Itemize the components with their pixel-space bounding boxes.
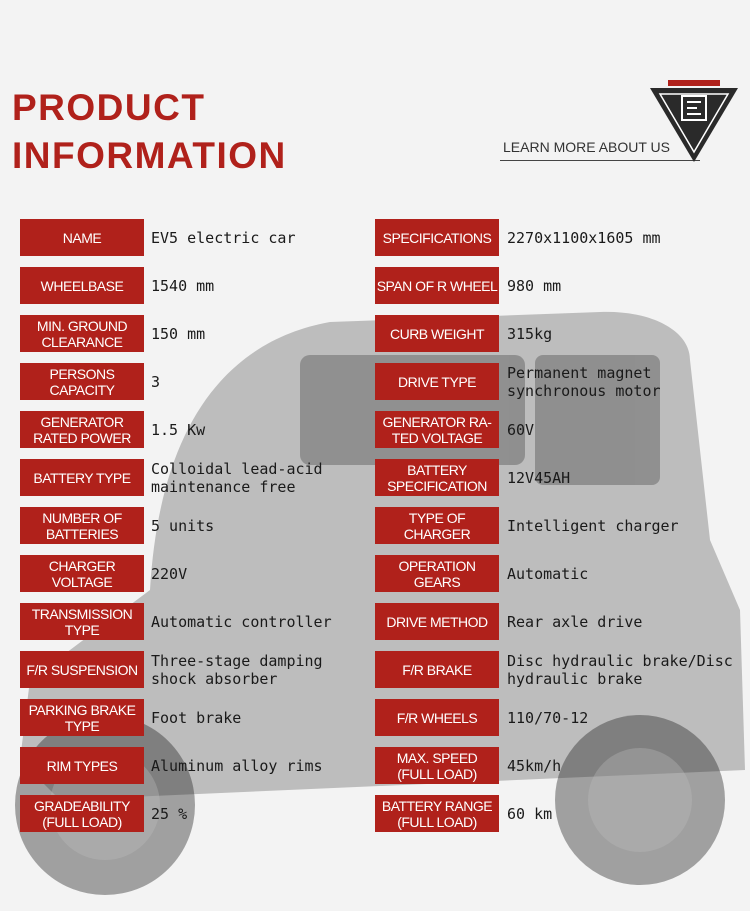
spec-label: BATTERY RANGE (FULL LOAD) [375,795,499,832]
title-line-2: INFORMATION [12,135,287,176]
spec-label: BATTERY SPECIFICATION [375,459,499,496]
spec-label: TRANSMISSION TYPE [20,603,144,640]
spec-value: 315kg [507,324,553,343]
spec-label: MIN. GROUND CLEARANCE [20,315,144,352]
menu-document-icon[interactable] [648,86,740,166]
spec-value: Disc hydraulic brake/Disc hydraulic brake [507,651,733,688]
spec-label: BATTERY TYPE [20,459,144,496]
spec-value: 980 mm [507,276,562,295]
spec-value: Automatic [507,564,589,583]
spec-label: OPERATION GEARS [375,555,499,592]
spec-value: EV5 electric car [151,228,296,247]
page-title [12,84,287,180]
spec-value: 150 mm [151,324,206,343]
spec-value: 12V45AH [507,468,571,487]
spec-label: CURB WEIGHT [375,315,499,352]
spec-value: 3 [151,372,161,391]
spec-label: NUMBER OF BATTERIES [20,507,144,544]
spec-value: 60V [507,420,535,439]
spec-label: F/R SUSPENSION [20,651,144,688]
spec-label: SPAN OF R WHEEL [375,267,499,304]
spec-label: DRIVE METHOD [375,603,499,640]
spec-value: Colloidal lead-acid maintenance free [151,459,323,496]
spec-label: PERSONS CAPACITY [20,363,144,400]
spec-label: TYPE OF CHARGER [375,507,499,544]
spec-label: WHEELBASE [20,267,144,304]
spec-value: Aluminum alloy rims [151,756,323,775]
spec-value: Rear axle drive [507,612,643,631]
spec-value: 2270x1100x1605 mm [507,228,661,247]
spec-label: MAX. SPEED (FULL LOAD) [375,747,499,784]
spec-value: 220V [151,564,188,583]
spec-value: 45km/h [507,756,562,775]
spec-label: GENERATOR RATED POWER [20,411,144,448]
spec-label: CHARGER VOLTAGE [20,555,144,592]
spec-value: Permanent magnet synchronous motor [507,363,661,400]
spec-label: SPECIFICATIONS [375,219,499,256]
spec-value: 60 km [507,804,553,823]
spec-label: DRIVE TYPE [375,363,499,400]
spec-label: RIM TYPES [20,747,144,784]
title-line-1: PRODUCT [12,87,206,128]
spec-value: Three-stage damping shock absorber [151,651,323,688]
spec-value: Foot brake [151,708,242,727]
spec-label: F/R BRAKE [375,651,499,688]
spec-value: 1540 mm [151,276,215,295]
spec-value: 25 % [151,804,188,823]
spec-value: 1.5 Kw [151,420,206,439]
spec-value: Automatic controller [151,612,332,631]
spec-value: 110/70-12 [507,708,589,727]
spec-label: F/R WHEELS [375,699,499,736]
spec-label: NAME [20,219,144,256]
spec-label: PARKING BRAKE TYPE [20,699,144,736]
learn-more-link[interactable]: LEARN MORE ABOUT US [503,139,671,155]
spec-label: GRADEABILITY (FULL LOAD) [20,795,144,832]
spec-value: 5 units [151,516,215,535]
spec-value: Intelligent charger [507,516,679,535]
spec-label: GENERATOR RA- TED VOLTAGE [375,411,499,448]
